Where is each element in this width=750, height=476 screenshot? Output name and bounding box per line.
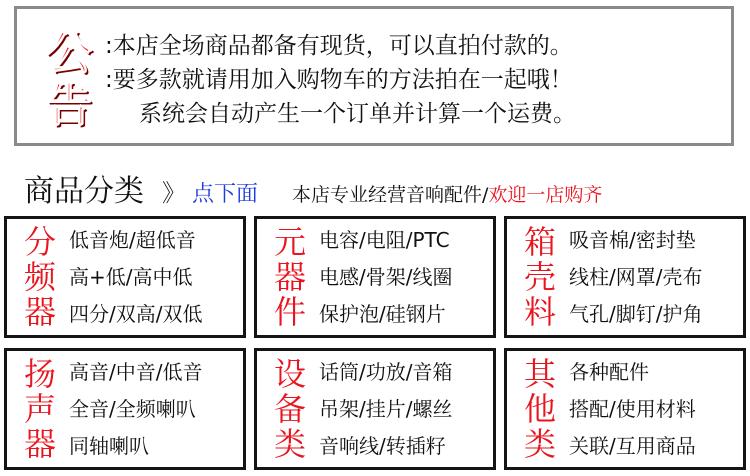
category-label xyxy=(269,354,311,463)
category-card-enclosure[interactable] xyxy=(504,216,746,338)
category-label-char: 壳 xyxy=(523,257,556,296)
shop-description: 本店专业经营音响配件/ xyxy=(292,184,489,206)
category-item[interactable]: 气孔/脚钉/护角 xyxy=(569,301,703,326)
category-item[interactable]: 四分/双高/双低 xyxy=(69,301,203,326)
category-item[interactable]: 吊架/挂片/螺丝 xyxy=(319,396,453,421)
category-label-char: 类 xyxy=(523,424,556,463)
notice-line: 系统会自动产生一个订单并计算一个运费。 xyxy=(139,101,576,127)
click-below-link[interactable]: 点下面 xyxy=(192,182,259,207)
category-card-equipment[interactable] xyxy=(254,348,496,470)
category-card-other[interactable] xyxy=(504,348,746,470)
shop-welcome-text: 欢迎一店购齐 xyxy=(488,184,603,206)
category-card-components[interactable] xyxy=(254,216,496,338)
category-item[interactable]: 话筒/功放/音箱 xyxy=(319,359,453,384)
category-label-char: 箱 xyxy=(523,222,556,261)
category-item[interactable]: 高音/中音/低音 xyxy=(69,359,203,384)
category-item[interactable]: 低音炮/超低音 xyxy=(69,227,196,252)
category-item[interactable]: 搭配/使用材料 xyxy=(569,396,696,421)
category-item[interactable]: 全音/全频喇叭 xyxy=(69,396,196,421)
category-header xyxy=(24,166,739,209)
category-items xyxy=(319,222,452,333)
category-label-char: 备 xyxy=(273,389,306,428)
category-label xyxy=(269,222,311,331)
category-label xyxy=(519,354,561,463)
category-item[interactable]: 保护泡/硅钢片 xyxy=(319,301,446,326)
category-items xyxy=(569,222,702,333)
category-label xyxy=(19,222,61,331)
arrow-icon: 》 xyxy=(162,179,186,207)
category-label-char: 频 xyxy=(23,257,56,296)
category-item[interactable]: 同轴喇叭 xyxy=(69,433,149,458)
category-label xyxy=(19,354,61,463)
category-label-char: 料 xyxy=(523,292,556,331)
notice-title-char: 公 xyxy=(46,26,92,80)
category-item[interactable]: 吸音棉/密封垫 xyxy=(569,227,696,252)
category-items xyxy=(319,354,452,465)
category-label-char: 扬 xyxy=(23,354,56,393)
category-label-char: 件 xyxy=(273,292,306,331)
category-label-char: 元 xyxy=(273,222,306,261)
notice-lines xyxy=(105,29,576,131)
category-item[interactable]: 电容/电阻/PTC xyxy=(319,227,450,252)
notice-title-char: 告 xyxy=(46,78,92,132)
category-items xyxy=(69,354,202,465)
notice-line: :要多款就请用加入购物车的方法拍在一起哦！ xyxy=(105,67,573,93)
category-item[interactable]: 音响线/转插籽 xyxy=(319,433,446,458)
category-item[interactable]: 关联/互用商品 xyxy=(569,433,696,458)
category-item[interactable]: 各种配件 xyxy=(569,359,649,384)
category-title: 商品分类 xyxy=(24,174,144,209)
notice-title xyxy=(41,27,97,131)
category-label-char: 其 xyxy=(523,354,556,393)
category-label-char: 分 xyxy=(23,222,56,261)
category-label-char: 他 xyxy=(523,389,556,428)
category-label-char: 器 xyxy=(23,292,56,331)
category-item[interactable]: 电感/骨架/线圈 xyxy=(319,264,453,289)
category-label-char: 器 xyxy=(23,424,56,463)
category-items xyxy=(569,354,696,465)
category-label-char: 类 xyxy=(273,424,306,463)
category-grid xyxy=(4,216,746,472)
category-label-char: 设 xyxy=(273,354,306,393)
category-label xyxy=(519,222,561,331)
category-item[interactable]: 线柱/网罩/壳布 xyxy=(569,264,703,289)
notice-line: :本店全场商品都备有现货，可以直拍付款的。 xyxy=(105,33,573,59)
category-card-crossover[interactable] xyxy=(4,216,246,338)
category-label-char: 器 xyxy=(273,257,306,296)
category-card-speakers[interactable] xyxy=(4,348,246,470)
category-label-char: 声 xyxy=(23,389,56,428)
category-item[interactable]: 高+低/高中低 xyxy=(69,264,193,289)
category-items xyxy=(69,222,202,333)
notice-panel xyxy=(14,6,734,146)
